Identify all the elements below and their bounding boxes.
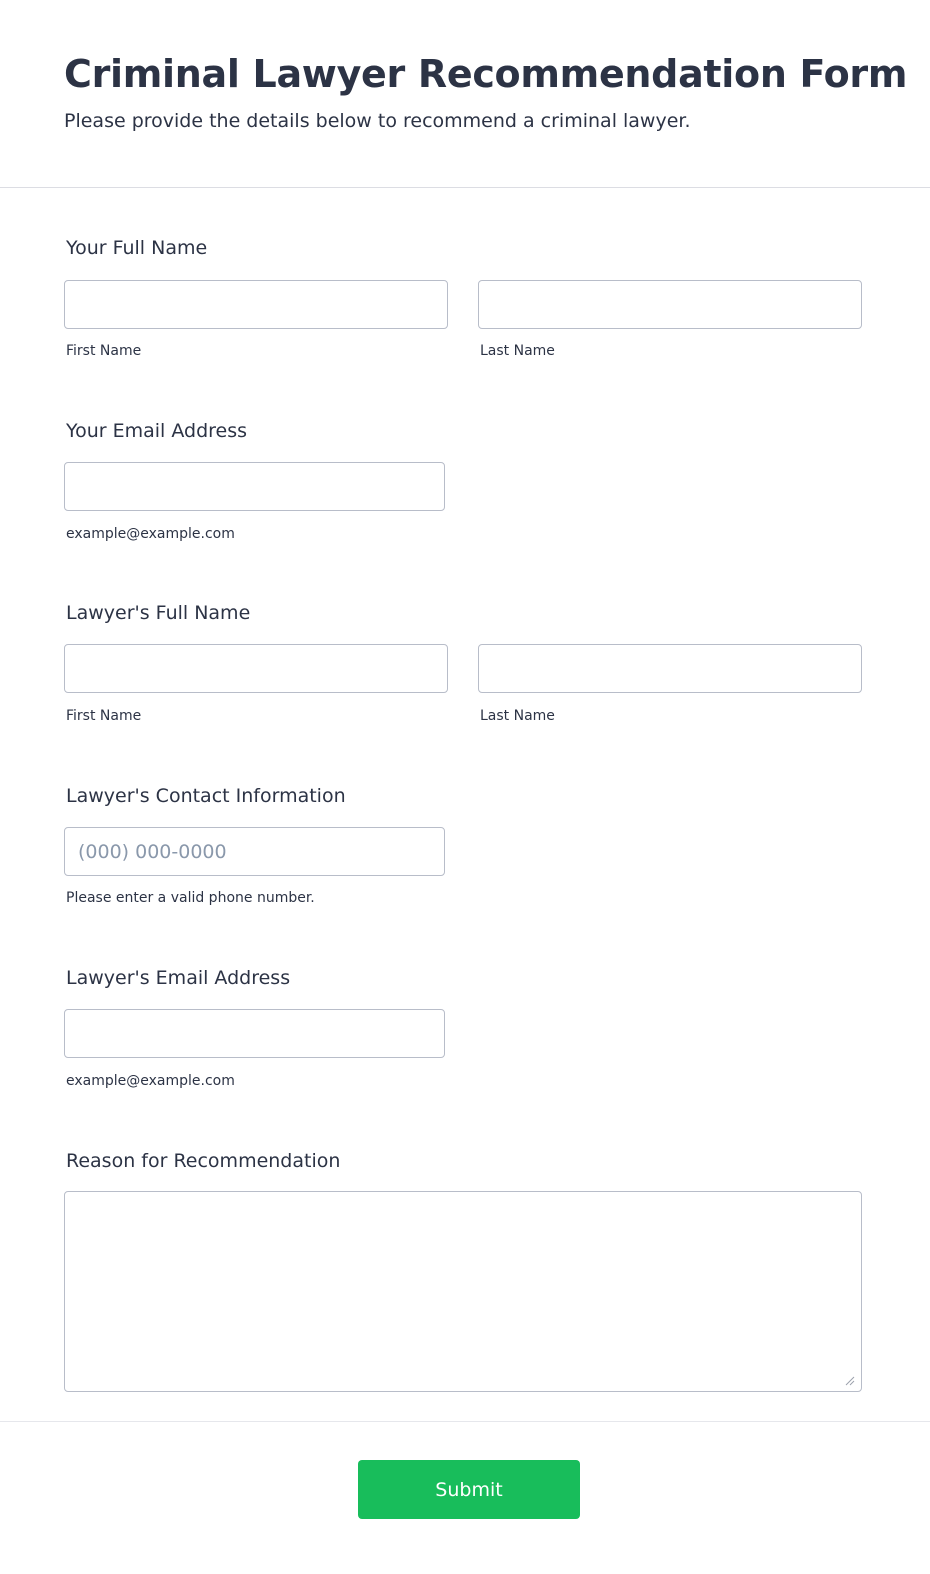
your-last-name-input[interactable] <box>478 280 862 329</box>
submit-button[interactable]: Submit <box>358 1460 580 1519</box>
your-first-name-sublabel: First Name <box>66 343 142 359</box>
lawyer-phone-sublabel: Please enter a valid phone number. <box>66 890 315 906</box>
lawyer-first-name-sublabel: First Name <box>66 708 142 724</box>
form-header <box>0 0 930 188</box>
lawyer-first-name-input[interactable] <box>64 644 448 693</box>
your-email-input[interactable] <box>64 462 445 511</box>
lawyer-last-name-sublabel: Last Name <box>480 708 555 724</box>
your-first-name-input[interactable] <box>64 280 448 329</box>
lawyer-full-name-label: Lawyer's Full Name <box>66 602 251 624</box>
form-subtitle: Please provide the details below to recommend a criminal lawyer. <box>64 110 691 132</box>
footer-divider <box>0 1421 930 1422</box>
reason-textarea[interactable] <box>64 1191 862 1392</box>
lawyer-email-label: Lawyer's Email Address <box>66 967 291 989</box>
your-full-name-label: Your Full Name <box>66 237 208 259</box>
textarea-resize-icon[interactable] <box>845 1376 855 1386</box>
form-title: Criminal Lawyer Recommendation Form <box>64 52 908 96</box>
your-email-label: Your Email Address <box>66 420 248 442</box>
lawyer-email-input[interactable] <box>64 1009 445 1058</box>
reason-label: Reason for Recommendation <box>66 1150 341 1172</box>
your-email-sublabel: example@example.com <box>66 526 235 542</box>
lawyer-last-name-input[interactable] <box>478 644 862 693</box>
your-last-name-sublabel: Last Name <box>480 343 555 359</box>
lawyer-email-sublabel: example@example.com <box>66 1073 235 1089</box>
lawyer-phone-input[interactable] <box>64 827 445 876</box>
lawyer-contact-label: Lawyer's Contact Information <box>66 785 346 807</box>
